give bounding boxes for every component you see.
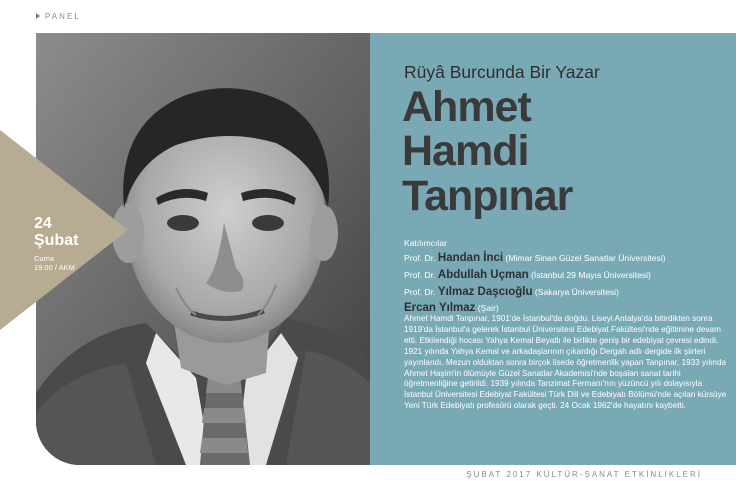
event-title-line-2: Hamdi [402, 127, 529, 175]
participant-prefix: Prof. Dr. [404, 253, 436, 264]
play-triangle-icon [36, 13, 40, 19]
participant-row [404, 250, 734, 267]
footer-label: ŞUBAT 2017 KÜLTÜR-SANAT ETKİNLİKLERİ [466, 470, 702, 479]
participants-block [404, 237, 734, 317]
participant-prefix: Prof. Dr. [404, 286, 436, 297]
event-subtitle: Rüyâ Burcunda Bir Yazar [404, 62, 600, 82]
section-label-text: PANEL [45, 12, 81, 21]
participants-heading: Katılımcılar [404, 238, 447, 248]
date-time-place: 19.00 / AKM [34, 263, 75, 273]
participant-name: Handan İnci [437, 252, 504, 265]
participant-name: Abdullah Uçman [437, 269, 529, 282]
date-day: 24 [34, 215, 52, 232]
participant-row [404, 284, 734, 301]
participant-affiliation: (Mimar Sinan Güzel Sanatlar Üniversitesi) [505, 253, 666, 264]
event-title-line-1: Ahmet [402, 83, 531, 131]
participant-affiliation: (Şair) [477, 303, 499, 314]
event-date [34, 216, 78, 273]
event-title-line-3: Tanpınar [402, 172, 573, 220]
participant-affiliation: (İstanbul 29 Mayıs Üniversitesi) [531, 270, 651, 281]
participant-row [404, 267, 734, 284]
participant-name: Yılmaz Daşcıoğlu [437, 285, 533, 298]
section-label [36, 12, 81, 21]
participant-affiliation: (Sakarya Üniversitesi) [534, 286, 619, 297]
participant-name: Ercan Yılmaz [404, 302, 476, 315]
date-weekday: Cuma [34, 253, 55, 263]
date-month: Şubat [34, 231, 79, 249]
participant-prefix: Prof. Dr. [404, 270, 436, 281]
biography-text: Ahmet Hamdi Tanpınar, 1901'de İstanbul'da doğdu. Liseyi Antalya'da bitirdikten sonra 1919'da İstanbul'a gelerek İstanbul Üniversitesi Edebiyat Fakültesi'nde eğitimine devam etti. Etkilendiği hocası Yahya Kemal Beyatlı ile birlikte geniş bir edebiyat çevresi edindi. 1921 yılında Yahya Kemal ve arkadaşlarının çıkardığı Dergah adlı dergide ilk şiirleri yayınlandı. Mezun olduktan sonra birçok lisede öğretmenlik yapan Tanpınar, 1933 yılında Ahmet Haşim'in ölümüyle Güzel Sanatlar Akademisi'nde boşalan sanat tarihi öğretmenliğine getirildi. 1939 yılında Tanzimat Fermanı'nın yüzüncü yılı dolayısıyla İstanbul Üniversitesi Edebiyat Fakültesi Türk Dili ve Edebiyatı Bölümü'nde açılan kürsüye Yeni Türk Edebiyatı profesörü olarak geçti. 24 Ocak 1962'de hayatını kaybetti. [404, 314, 727, 411]
